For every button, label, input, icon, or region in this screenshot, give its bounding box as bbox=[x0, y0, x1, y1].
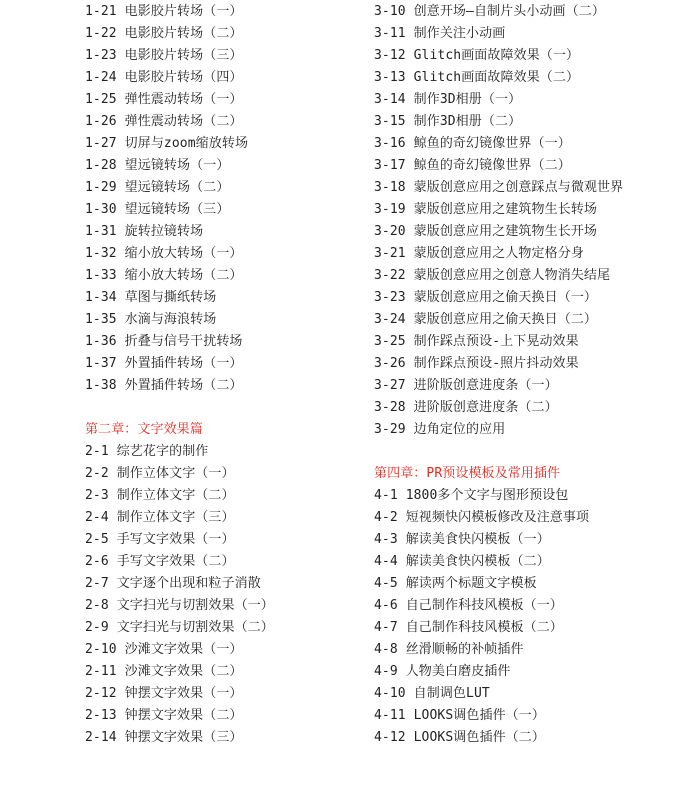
lesson-item: 1-25 弹性震动转场（一） bbox=[85, 92, 243, 107]
lesson-item: 1-34 草图与撕纸转场 bbox=[85, 290, 217, 305]
lesson-item: 4-4 解读美食快闪模板（二） bbox=[374, 554, 550, 569]
lesson-item: 3-17 鲸鱼的奇幻镜像世界（二） bbox=[374, 158, 571, 173]
lesson-item: 3-10 创意开场—自制片头小动画（二） bbox=[374, 4, 605, 19]
lesson-item: 3-16 鲸鱼的奇幻镜像世界（一） bbox=[374, 136, 571, 151]
lesson-item: 3-12 Glitch画面故障效果（一） bbox=[374, 48, 580, 63]
lesson-item: 1-29 望远镜转场（二） bbox=[85, 180, 230, 195]
lesson-item: 4-8 丝滑顺畅的补帧插件 bbox=[374, 642, 524, 657]
section-gap bbox=[374, 441, 694, 463]
lesson-list-chapter-4 bbox=[374, 485, 694, 749]
lesson-item: 1-21 电影胶片转场（一） bbox=[85, 4, 243, 19]
lesson-item: 3-25 制作踩点预设-上下晃动效果 bbox=[374, 334, 579, 349]
lesson-item: 1-28 望远镜转场（一） bbox=[85, 158, 230, 173]
section-gap bbox=[85, 397, 365, 419]
lesson-item: 3-22 蒙版创意应用之创意人物消失结尾 bbox=[374, 268, 611, 283]
lesson-item: 3-19 蒙版创意应用之建筑物生长转场 bbox=[374, 202, 598, 217]
lesson-item: 2-14 钟摆文字效果（三） bbox=[85, 730, 243, 745]
lesson-item: 3-24 蒙版创意应用之偷天换日（二） bbox=[374, 312, 598, 327]
lesson-item: 4-12 LOOKS调色插件（二） bbox=[374, 730, 545, 745]
lesson-item: 3-26 制作踩点预设-照片抖动效果 bbox=[374, 356, 579, 371]
lesson-item: 4-9 人物美白磨皮插件 bbox=[374, 664, 511, 679]
chapter-2-heading: 第二章：文字效果篇 bbox=[85, 422, 203, 437]
lesson-item: 4-11 LOOKS调色插件（一） bbox=[374, 708, 545, 723]
lesson-item: 1-37 外置插件转场（一） bbox=[85, 356, 243, 371]
lesson-item: 1-27 切屏与zoom缩放转场 bbox=[85, 136, 249, 151]
lesson-item: 3-28 进阶版创意进度条（二） bbox=[374, 400, 558, 415]
left-column bbox=[85, 1, 365, 749]
lesson-item: 3-15 制作3D相册（二） bbox=[374, 114, 522, 129]
lesson-item: 4-5 解读两个标题文字模板 bbox=[374, 576, 537, 591]
lesson-item: 2-1 综艺花字的制作 bbox=[85, 444, 209, 459]
lesson-list-chapter-2 bbox=[85, 441, 365, 749]
lesson-item: 1-22 电影胶片转场（二） bbox=[85, 26, 243, 41]
lesson-item: 2-13 钟摆文字效果（二） bbox=[85, 708, 243, 723]
chapter-4-heading: 第四章：PR预设模板及常用插件 bbox=[374, 466, 561, 481]
lesson-item: 4-2 短视频快闪模板修改及注意事项 bbox=[374, 510, 590, 525]
lesson-item: 2-10 沙滩文字效果（一） bbox=[85, 642, 243, 657]
lesson-item: 2-6 手写文字效果（二） bbox=[85, 554, 235, 569]
lesson-item: 1-35 水滴与海浪转场 bbox=[85, 312, 217, 327]
lesson-item: 1-31 旋转拉镜转场 bbox=[85, 224, 204, 239]
lesson-item: 2-12 钟摆文字效果（一） bbox=[85, 686, 243, 701]
lesson-item: 2-4 制作立体文字（三） bbox=[85, 510, 235, 525]
lesson-item: 2-9 文字扫光与切割效果（二） bbox=[85, 620, 274, 635]
lesson-item: 3-27 进阶版创意进度条（一） bbox=[374, 378, 558, 393]
lesson-item: 1-23 电影胶片转场（三） bbox=[85, 48, 243, 63]
lesson-item: 2-3 制作立体文字（二） bbox=[85, 488, 235, 503]
lesson-item: 3-20 蒙版创意应用之建筑物生长开场 bbox=[374, 224, 598, 239]
lesson-item: 3-14 制作3D相册（一） bbox=[374, 92, 522, 107]
lesson-item: 3-21 蒙版创意应用之人物定格分身 bbox=[374, 246, 584, 261]
lesson-list-chapter-1-end bbox=[85, 1, 365, 397]
lesson-list-chapter-3-end bbox=[374, 1, 694, 441]
lesson-item: 3-13 Glitch画面故障效果（二） bbox=[374, 70, 580, 85]
lesson-item: 4-1 1800多个文字与图形预设包 bbox=[374, 488, 569, 503]
lesson-item: 1-30 望远镜转场（三） bbox=[85, 202, 230, 217]
lesson-item: 3-23 蒙版创意应用之偷天换日（一） bbox=[374, 290, 598, 305]
lesson-item: 1-26 弹性震动转场（二） bbox=[85, 114, 243, 129]
lesson-item: 4-10 自制调色LUT bbox=[374, 686, 490, 701]
lesson-item: 1-24 电影胶片转场（四） bbox=[85, 70, 243, 85]
right-column bbox=[374, 1, 694, 749]
lesson-item: 3-11 制作关注小动画 bbox=[374, 26, 506, 41]
lesson-item: 4-7 自己制作科技风模板（二） bbox=[374, 620, 563, 635]
lesson-item: 2-2 制作立体文字（一） bbox=[85, 466, 235, 481]
lesson-item: 1-32 缩小放大转场（一） bbox=[85, 246, 243, 261]
lesson-item: 1-36 折叠与信号干扰转场 bbox=[85, 334, 243, 349]
lesson-item: 3-29 边角定位的应用 bbox=[374, 422, 506, 437]
lesson-item: 4-3 解读美食快闪模板（一） bbox=[374, 532, 550, 547]
lesson-item: 2-11 沙滩文字效果（二） bbox=[85, 664, 243, 679]
lesson-item: 1-33 缩小放大转场（二） bbox=[85, 268, 243, 283]
lesson-item: 4-6 自己制作科技风模板（一） bbox=[374, 598, 563, 613]
lesson-item: 2-7 文字逐个出现和粒子消散 bbox=[85, 576, 261, 591]
lesson-item: 1-38 外置插件转场（二） bbox=[85, 378, 243, 393]
lesson-item: 2-8 文字扫光与切割效果（一） bbox=[85, 598, 274, 613]
lesson-item: 3-18 蒙版创意应用之创意踩点与微观世界 bbox=[374, 180, 624, 195]
lesson-item: 2-5 手写文字效果（一） bbox=[85, 532, 235, 547]
